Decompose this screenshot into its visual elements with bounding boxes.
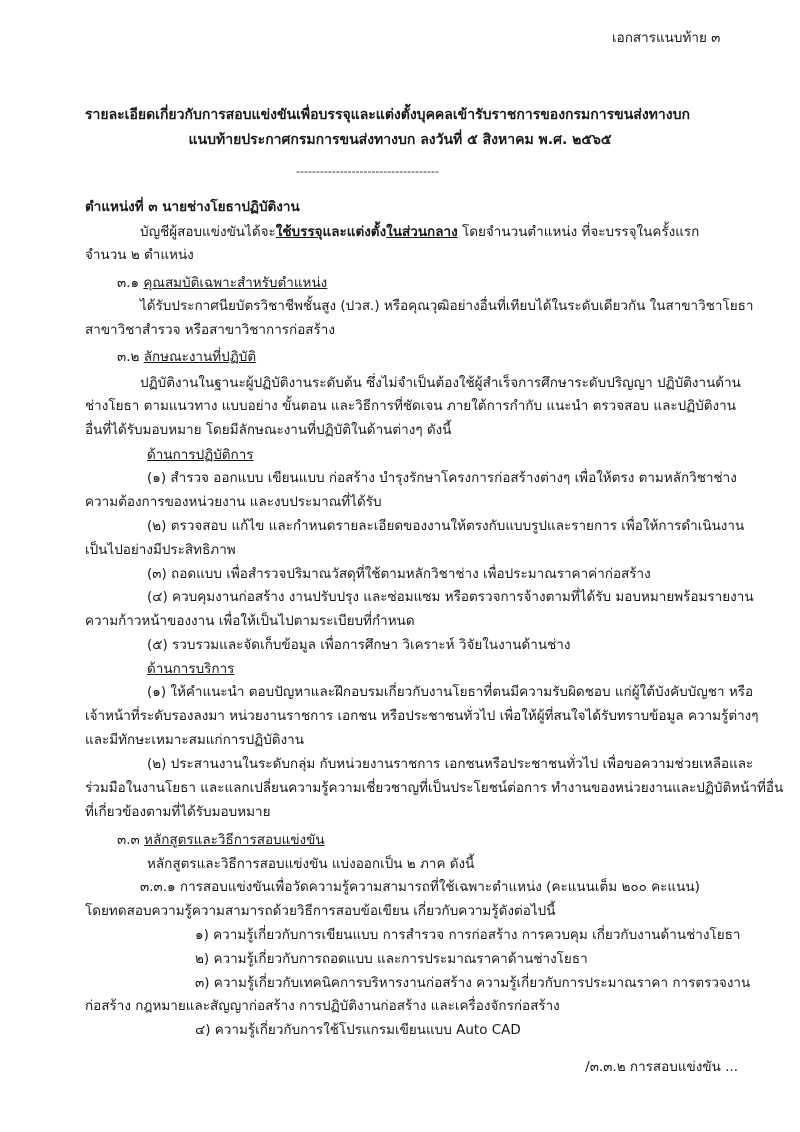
exam-topic: ก่อสร้าง กฎหมายและสัญญาก่อสร้าง การปฏิบัติงานก่อสร้าง และเครื่องจักรก่อสร้าง [85, 998, 560, 1014]
intro-text: บัญชีผู้สอบแข่งขันได้จะ [140, 224, 276, 240]
qualification-line: สาขาวิชาสำรวจ หรือสาขาวิชาการก่อสร้าง [85, 322, 335, 338]
operations-item: ความต้องการของหน่วยงาน และงบประมาณที่ได้รับ [85, 494, 382, 510]
services-item: เจ้าหน้าที่ระดับรองลงมา หน่วยงานราชการ เอกชน หรือประชาชนทั่วไป เพื่อให้ผู้ที่สนใจได้รับทราบข้อมูล ความรู้ต่างๆ [85, 708, 759, 724]
exam-part-1: ๓.๓.๑ การสอบแข่งขันเพื่อวัดความรู้ความสามารถที่ใช้เฉพาะตำแหน่ง (คะแนนเต็ม ๒๐๐ คะแนน) [140, 879, 700, 895]
exam-topic: ๒) ความรู้เกี่ยวกับการถอดแบบ และการประมาณราคาด้านช่างโยธา [195, 951, 588, 967]
section-3-2-heading [117, 347, 256, 367]
intro-text: โดยจำนวนตำแหน่ง ที่จะบรรจุในครั้งแรก [457, 224, 700, 240]
section-title: คุณสมบัติเฉพาะสำหรับตำแหน่ง [143, 275, 328, 291]
section-3-1-heading [117, 273, 327, 293]
services-item: ร่วมมือในงานโยธา และแลกเปลี่ยนความรู้ความเชี่ยวชาญที่เป็นประโยชน์ต่อการ ทำงานของหน่วยงานและปฏิบัติหน้าที่อื่น [85, 780, 784, 796]
exam-topic: ๓) ความรู้เกี่ยวกับเทคนิคการบริหารงานก่อสร้าง ความรู้เกี่ยวกับการประมาณราคา การตรวจงาน [195, 975, 751, 991]
position-intro [140, 222, 699, 242]
exam-part-1-line2: โดยทดสอบความรู้ความสามารถด้วยวิธีการสอบข้อเขียน เกี่ยวกับความรู้ดังต่อไปนี้ [85, 903, 556, 919]
continued-footer: /๓.๓.๒ การสอบแข่งขัน ... [585, 1059, 738, 1075]
document-subtitle: แนบท้ายประกาศกรมการขนส่งทางบก ลงวันที่ ๕ สิงหาคม พ.ศ. ๒๕๖๕ [188, 132, 612, 148]
operations-item: ความก้าวหน้าของงาน เพื่อให้เป็นไปตามระเบียบที่กำหนด [85, 613, 415, 629]
intro-underlined-appoint: ใช้บรรจุ [275, 224, 323, 240]
section-number: ๓.๒ [117, 349, 140, 365]
title-divider: ------------------------------------ [296, 165, 439, 178]
services-item: และมีทักษะเหมาะสมแก่การปฏิบัติงาน [85, 732, 304, 748]
duties-line: ปฏิบัติงานในฐานะผู้ปฏิบัติงานระดับต้น ซึ่งไม่จำเป็นต้องใช้ผู้สำเร็จการศึกษาระดับปริญญา ปฏิบัติงานด้าน [140, 375, 741, 391]
annex-label: เอกสารแนบท้าย ๓ [612, 30, 721, 46]
exam-topic: ๔) ความรู้เกี่ยวกับการใช้โปรแกรมเขียนแบบ Auto CAD [195, 1022, 521, 1038]
services-item: (๑) ให้คำแนะนำ ตอบปัญหาและฝึกอบรมเกี่ยวกับงานโยธาที่ตนมีความรับผิดชอบ แก่ผู้ใต้บังคับบัญชา หรือ [147, 684, 754, 700]
exam-topic: ๑) ความรู้เกี่ยวกับการเขียนแบบ การสำรวจ การก่อสร้าง การควบคุม เกี่ยวกับงานด้านช่างโยธา [195, 927, 741, 943]
operations-item: (๔) ควบคุมงานก่อสร้าง งานปรับปรุง และซ่อมแซม หรือตรวจการจ้างตามที่ได้รับ มอบหมายพร้อมรายงาน [147, 589, 754, 605]
section-title: ลักษณะงานที่ปฏิบัติ [143, 349, 257, 365]
operations-item: (๓) ถอดแบบ เพื่อสำรวจปริมาณวัสดุที่ใช้ตามหลักวิชาช่าง เพื่อประมาณราคาค่าก่อสร้าง [147, 566, 651, 582]
document-title: รายละเอียดเกี่ยวกับการสอบแข่งขันเพื่อบรรจุและแต่งตั้งบุคคลเข้ารับราชการของกรมการขนส่งทางบก [85, 107, 690, 123]
operations-item: (๒) ตรวจสอบ แก้ไข และกำหนดรายละเอียดของงานให้ตรงกับแบบรูปและรายการ เพื่อให้การดำเนินงาน [147, 518, 745, 534]
duties-line: อื่นที่ได้รับมอบหมาย โดยมีลักษณะงานที่ปฏิบัติในด้านต่างๆ ดังนี้ [85, 422, 452, 438]
intro-text: และแต่งตั้ง [322, 224, 387, 240]
section-number: ๓.๑ [117, 275, 140, 291]
operations-heading: ด้านการปฏิบัติการ [147, 447, 254, 463]
exam-intro: หลักสูตรและวิธีการสอบแข่งขัน แบ่งออกเป็น ๒ ภาค ดังนี้ [147, 856, 475, 872]
position-heading: ตำแหน่งที่ ๓ นายช่างโยธาปฏิบัติงาน [85, 199, 300, 215]
intro-underlined-central: ในส่วนกลาง [386, 224, 458, 240]
services-item: (๒) ประสานงานในระดับกลุ่ม กับหน่วยงานราชการ เอกชนหรือประชาชนทั่วไป เพื่อขอความช่วยเหลือและ [147, 756, 754, 772]
services-heading: ด้านการบริการ [147, 661, 235, 677]
operations-item: (๕) รวบรวมและจัดเก็บข้อมูล เพื่อการศึกษา วิเคราะห์ วิจัยในงานด้านช่าง [147, 637, 571, 653]
qualification-line: ได้รับประกาศนียบัตรวิชาชีพชั้นสูง (ปวส.) หรือคุณวุฒิอย่างอื่นที่เทียบได้ในระดับเดียวกัน ในสาขาวิชาโยธา [140, 298, 754, 314]
section-title: หลักสูตรและวิธีการสอบแข่งขัน [144, 832, 325, 848]
operations-item: (๑) สำรวจ ออกแบบ เขียนแบบ ก่อสร้าง บำรุงรักษาโครงการก่อสร้างต่างๆ เพื่อให้ตรง ตามหลักวิชาช่าง [147, 470, 737, 486]
services-item: ที่เกี่ยวข้องตามที่ได้รับมอบหมาย [85, 804, 271, 820]
section-3-3-heading [117, 830, 325, 850]
operations-item: เป็นไปอย่างมีประสิทธิภาพ [85, 542, 236, 558]
section-number: ๓.๓ [117, 832, 140, 848]
position-intro-line2: จำนวน ๒ ตำแหน่ง [85, 247, 194, 263]
duties-line: ช่างโยธา ตามแนวทาง แบบอย่าง ขั้นตอน และวิธีการที่ชัดเจน ภายใต้การกำกับ แนะนำ ตรวจสอบ และปฏิบัติงาน [85, 398, 736, 414]
